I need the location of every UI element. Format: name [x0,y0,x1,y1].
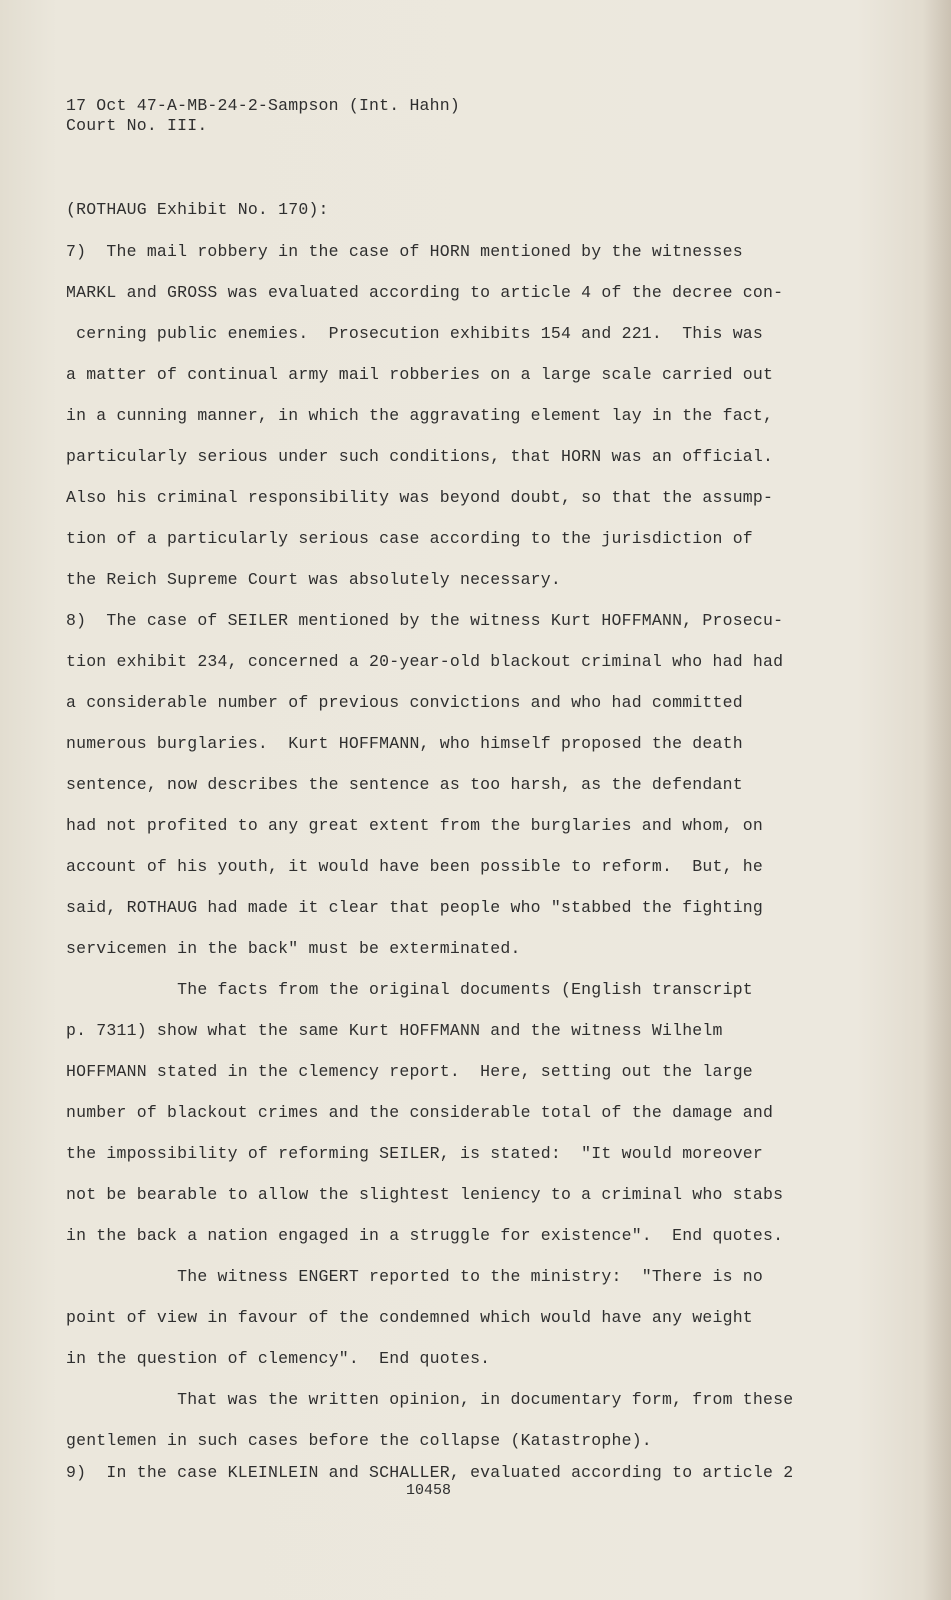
body-line: numerous burglaries. Kurt HOFFMANN, who himself proposed the death [66,734,743,753]
body-line: a matter of continual army mail robberies on a large scale carried out [66,365,774,384]
body-line: p. 7311) show what the same Kurt HOFFMANN and the witness Wilhelm [66,1021,723,1040]
body-line: had not profited to any great extent from the burglaries and whom, on [66,816,764,835]
body-line: tion exhibit 234, concerned a 20-year-old blackout criminal who had had [66,652,784,671]
body-line: Also his criminal responsibility was beyond doubt, so that the assump- [66,488,774,507]
body-line: 9) In the case KLEINLEIN and SCHALLER, evaluated according to article 2 [66,1463,794,1482]
body-line: servicemen in the back" must be exterminated. [66,939,521,958]
body-line: 7) The mail robbery in the case of HORN mentioned by the witnesses [66,242,743,261]
body-line: account of his youth, it would have been possible to reform. But, he [66,857,764,876]
body-line: HOFFMANN stated in the clemency report. Here, setting out the large [66,1062,753,1081]
body-line: the impossibility of reforming SEILER, is stated: "It would moreover [66,1144,764,1163]
body-line: The facts from the original documents (English transcript [66,980,753,999]
header-line-2: Court No. III. [66,116,208,135]
header-line-1: 17 Oct 47-A-MB-24-2-Sampson (Int. Hahn) [66,96,460,115]
body-line: sentence, now describes the sentence as too harsh, as the defendant [66,775,743,794]
exhibit-label: (ROTHAUG Exhibit No. 170): [66,200,329,219]
body-line: a considerable number of previous convictions and who had committed [66,693,743,712]
body-line: tion of a particularly serious case according to the jurisdiction of [66,529,753,548]
page-number: 10458 [406,1482,452,1499]
body-line: cerning public enemies. Prosecution exhibits 154 and 221. This was [66,324,764,343]
body-line: That was the written opinion, in documentary form, from these [66,1390,794,1409]
body-line: in the question of clemency". End quotes. [66,1349,491,1368]
body-line: 8) The case of SEILER mentioned by the witness Kurt HOFFMANN, Prosecu- [66,611,784,630]
body-line: the Reich Supreme Court was absolutely necessary. [66,570,561,589]
body-line: said, ROTHAUG had made it clear that people who "stabbed the fighting [66,898,764,917]
body-line: particularly serious under such conditions, that HORN was an official. [66,447,774,466]
body-line: number of blackout crimes and the considerable total of the damage and [66,1103,774,1122]
body-line: in the back a nation engaged in a struggle for existence". End quotes. [66,1226,784,1245]
body-line: not be bearable to allow the slightest leniency to a criminal who stabs [66,1185,784,1204]
body-line: gentlemen in such cases before the collapse (Katastrophe). [66,1431,652,1450]
body-line: MARKL and GROSS was evaluated according to article 4 of the decree con- [66,283,784,302]
body-line: The witness ENGERT reported to the ministry: "There is no [66,1267,764,1286]
body-line: point of view in favour of the condemned which would have any weight [66,1308,753,1327]
body-line: in a cunning manner, in which the aggravating element lay in the fact, [66,406,774,425]
